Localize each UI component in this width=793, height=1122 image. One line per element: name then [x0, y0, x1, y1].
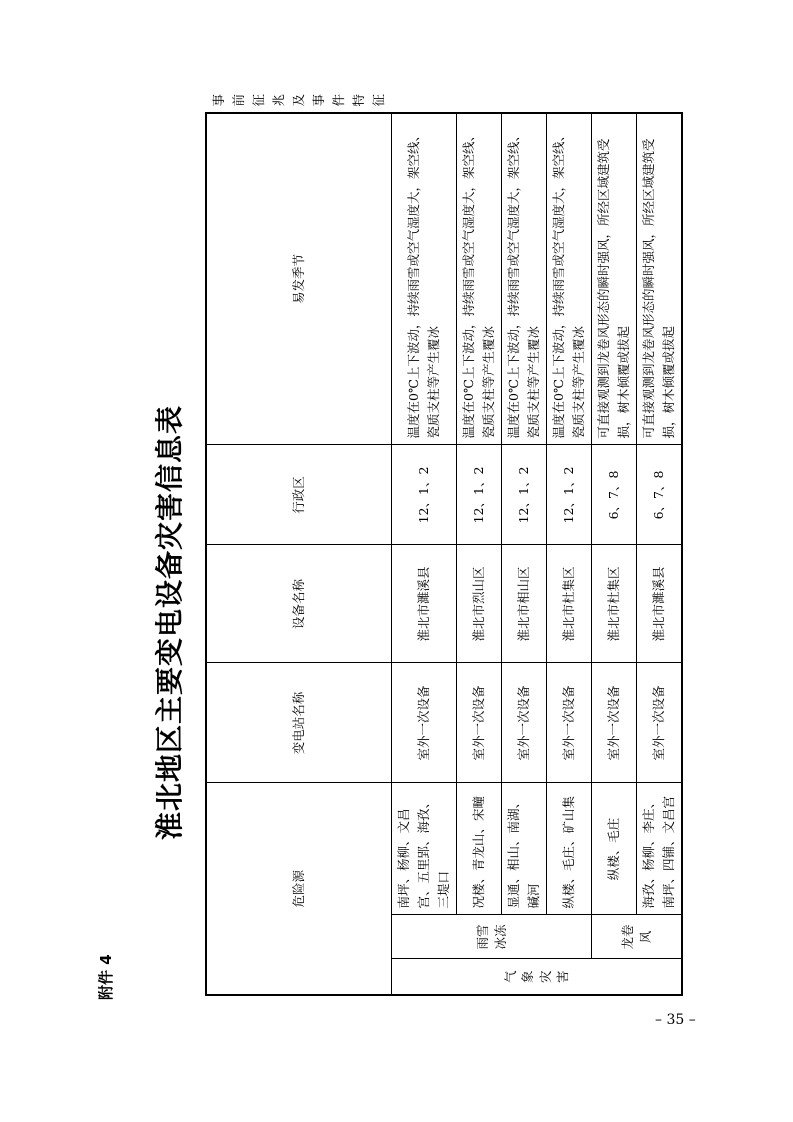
station-cell: 况楼、青龙山、宋疃 [457, 783, 502, 915]
hazard-info-table [205, 93, 683, 996]
document-title: 淮北地区主要变电设备灾害信息表 [153, 404, 186, 840]
equipment-cell: 室外一次设备 [637, 663, 683, 783]
table-row [637, 113, 683, 995]
table-container [205, 93, 676, 996]
district-cell: 淮北市濉溪县 [392, 545, 457, 663]
table-row [457, 113, 502, 995]
equipment-cell: 室外一次设备 [502, 663, 547, 783]
district-cell: 淮北市烈山区 [457, 545, 502, 663]
page-number: – 35 – [655, 1012, 696, 1028]
equipment-cell: 室外一次设备 [392, 663, 457, 783]
district-cell: 淮北市濉溪县 [637, 545, 683, 663]
feature-cell: 温度在0℃上下波动，持续雨雪或空气湿度大，架空线、瓷质支柱等产生覆冰 [457, 113, 502, 445]
category-cell: 气象灾害 [392, 959, 683, 995]
equipment-cell: 室外一次设备 [547, 663, 592, 783]
hazard-cell: 龙卷风 [592, 915, 683, 959]
equipment-cell: 室外一次设备 [592, 663, 637, 783]
district-cell: 淮北市相山区 [502, 545, 547, 663]
station-cell: 南坪、杨柳、文昌宫、五里郢、海孜、三堤口 [392, 783, 457, 915]
hazard-cell: 雨雪冰冻 [392, 915, 592, 959]
header-district: 行政区 [206, 445, 392, 545]
header-equipment: 设备名称 [206, 545, 392, 663]
header-station: 变电站名称 [206, 663, 392, 783]
station-cell: 纵楼、毛庄、矿山集 [547, 783, 592, 915]
equipment-cell: 室外一次设备 [457, 663, 502, 783]
header-hazard: 危险源 [206, 783, 392, 995]
station-cell: 纵楼、毛庄 [592, 783, 637, 915]
header-season: 易发季节 [206, 113, 392, 445]
season-cell: 12、1、2 [502, 445, 547, 545]
season-cell: 6、7、8 [592, 445, 637, 545]
station-cell: 海孜、杨柳、李庄、南坪、四铺、文昌宫 [637, 783, 683, 915]
season-cell: 12、1、2 [457, 445, 502, 545]
district-cell: 淮北市杜集区 [592, 545, 637, 663]
table-header-row: 危险源 变电站名称 设备名称 行政区 易发季节 事前征兆及事件特征 [206, 113, 392, 995]
attachment-label: 附件 4 [97, 954, 115, 1000]
station-cell: 显通、相山、南湖、碱河 [502, 783, 547, 915]
table-row [392, 113, 457, 995]
season-cell: 12、1、2 [392, 445, 457, 545]
district-cell: 淮北市杜集区 [547, 545, 592, 663]
feature-cell: 温度在0℃上下波动，持续雨雪或空气湿度大，架空线、瓷质支柱等产生覆冰 [392, 113, 457, 445]
feature-cell: 可直接观测到龙卷风形态的瞬时强风，所经区域建筑受损，树木倾覆或拔起 [637, 113, 683, 445]
feature-cell: 温度在0℃上下波动，持续雨雪或空气湿度大，架空线、瓷质支柱等产生覆冰 [502, 113, 547, 445]
season-cell: 6、7、8 [637, 445, 683, 545]
table-row [502, 113, 547, 995]
feature-cell: 温度在0℃上下波动，持续雨雪或空气湿度大，架空线、瓷质支柱等产生覆冰 [547, 113, 592, 445]
season-cell: 12、1、2 [547, 445, 592, 545]
table-row [592, 113, 637, 995]
table-row [547, 113, 592, 995]
feature-cell: 可直接观测到龙卷风形态的瞬时强风，所经区域建筑受损，树木倾覆或拔起 [592, 113, 637, 445]
